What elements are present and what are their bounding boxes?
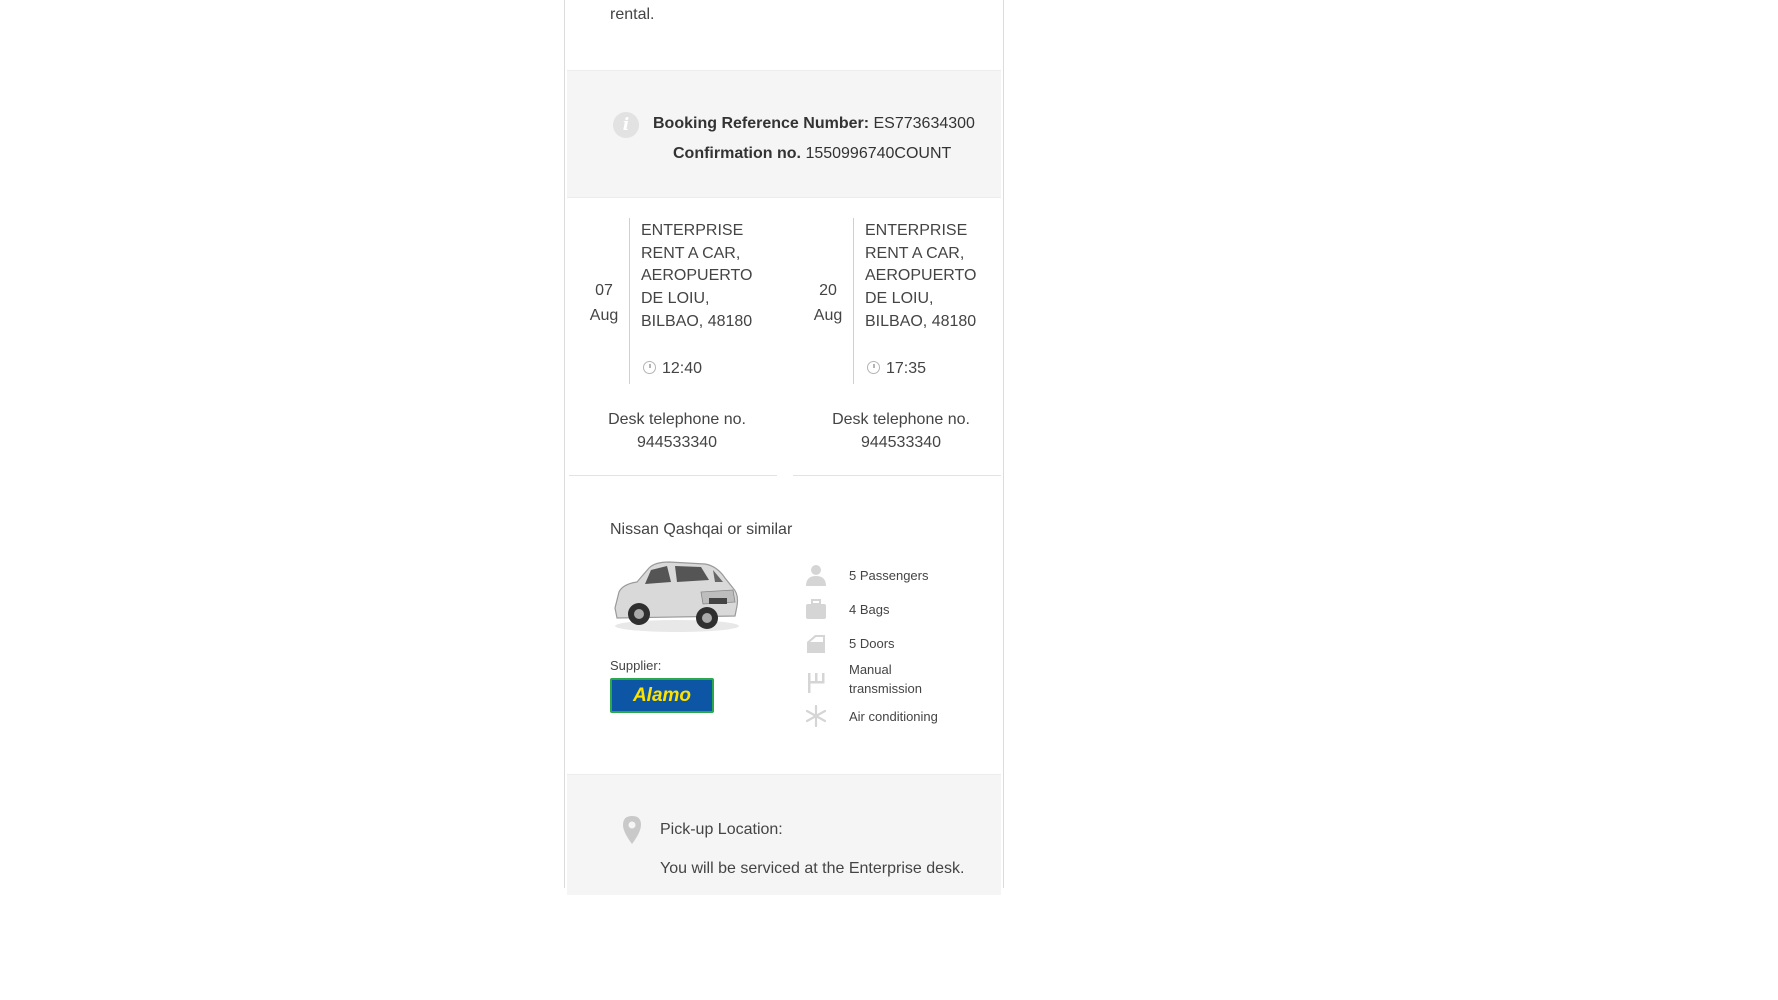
dropoff-address-line: DE LOIU,	[865, 290, 934, 308]
pickup-address-line: DE LOIU,	[641, 290, 710, 308]
desk-phone-label: Desk telephone no.	[832, 411, 970, 428]
pickup-location-section	[567, 774, 1001, 895]
pickup-address-line: ENTERPRISE	[641, 222, 744, 239]
booking-reference-section	[567, 70, 1001, 198]
dropoff-address-line: AEROPUERTO	[865, 267, 977, 285]
intro-text: rental.	[610, 6, 655, 23]
dropoff-address-line: RENT A CAR,	[865, 244, 965, 262]
divider	[853, 218, 854, 384]
feature-label: Manual transmission	[849, 662, 922, 696]
dropoff-desk-phone	[793, 408, 1009, 454]
booking-card	[564, 0, 1004, 888]
divider	[629, 218, 630, 384]
booking-reference-value: ES773634300	[873, 115, 975, 132]
dropoff-time	[867, 360, 926, 378]
dropoff-leg	[793, 198, 1009, 476]
snowflake-icon	[805, 705, 827, 727]
pickup-location-title: Pick-up Location:	[660, 821, 783, 838]
pickup-time	[643, 360, 702, 378]
dropoff-address	[865, 220, 1005, 334]
pickup-month: Aug	[589, 307, 619, 324]
person-icon	[805, 564, 827, 586]
dropoff-address-line: BILBAO, 48180	[865, 312, 977, 330]
feature-label: Air conditioning	[849, 709, 938, 724]
pickup-address-line: RENT A CAR,	[641, 244, 741, 262]
dropoff-day: 20	[819, 282, 837, 299]
pickup-location-text: You will be serviced at the Enterprise desk.	[660, 860, 965, 877]
booking-reference-label: Booking Reference Number:	[653, 115, 870, 132]
desk-phone-label: Desk telephone no.	[608, 411, 746, 428]
dropoff-time-value: 17:35	[886, 360, 927, 377]
pickup-address	[641, 220, 781, 334]
map-pin-icon	[622, 815, 642, 845]
gearshift-icon	[805, 672, 827, 694]
feature-label: 5 Passengers	[849, 568, 929, 583]
booking-reference	[653, 115, 975, 133]
confirmation-value: 1550996740COUNT	[805, 145, 952, 162]
supplier-label: Supplier:	[610, 658, 662, 673]
bag-icon	[805, 598, 827, 620]
info-icon: i	[613, 112, 639, 138]
dropoff-address-line: ENTERPRISE	[865, 222, 968, 239]
pickup-address-line: AEROPUERTO	[641, 267, 753, 285]
car-door-icon	[805, 632, 827, 654]
pickup-address-line: BILBAO, 48180	[641, 312, 753, 330]
clock-icon	[643, 361, 656, 374]
feature-label: 4 Bags	[849, 602, 890, 617]
clock-icon	[867, 361, 880, 374]
car-name: Nissan Qashqai or similar	[610, 521, 793, 538]
dropoff-month: Aug	[813, 307, 843, 324]
car-image	[609, 556, 741, 636]
pickup-leg	[569, 198, 785, 476]
confirmation-number	[673, 145, 951, 163]
alamo-logo: Alamo	[610, 678, 714, 713]
desk-phone-number[interactable]: 944533340	[860, 434, 942, 451]
pickup-desk-phone	[569, 408, 785, 454]
confirmation-label: Confirmation no.	[673, 145, 801, 162]
pickup-time-value: 12:40	[662, 360, 703, 377]
desk-phone-number[interactable]: 944533340	[636, 434, 718, 451]
pickup-day: 07	[595, 282, 613, 299]
divider	[569, 475, 777, 476]
divider	[793, 475, 1001, 476]
feature-label: 5 Doors	[849, 636, 895, 651]
